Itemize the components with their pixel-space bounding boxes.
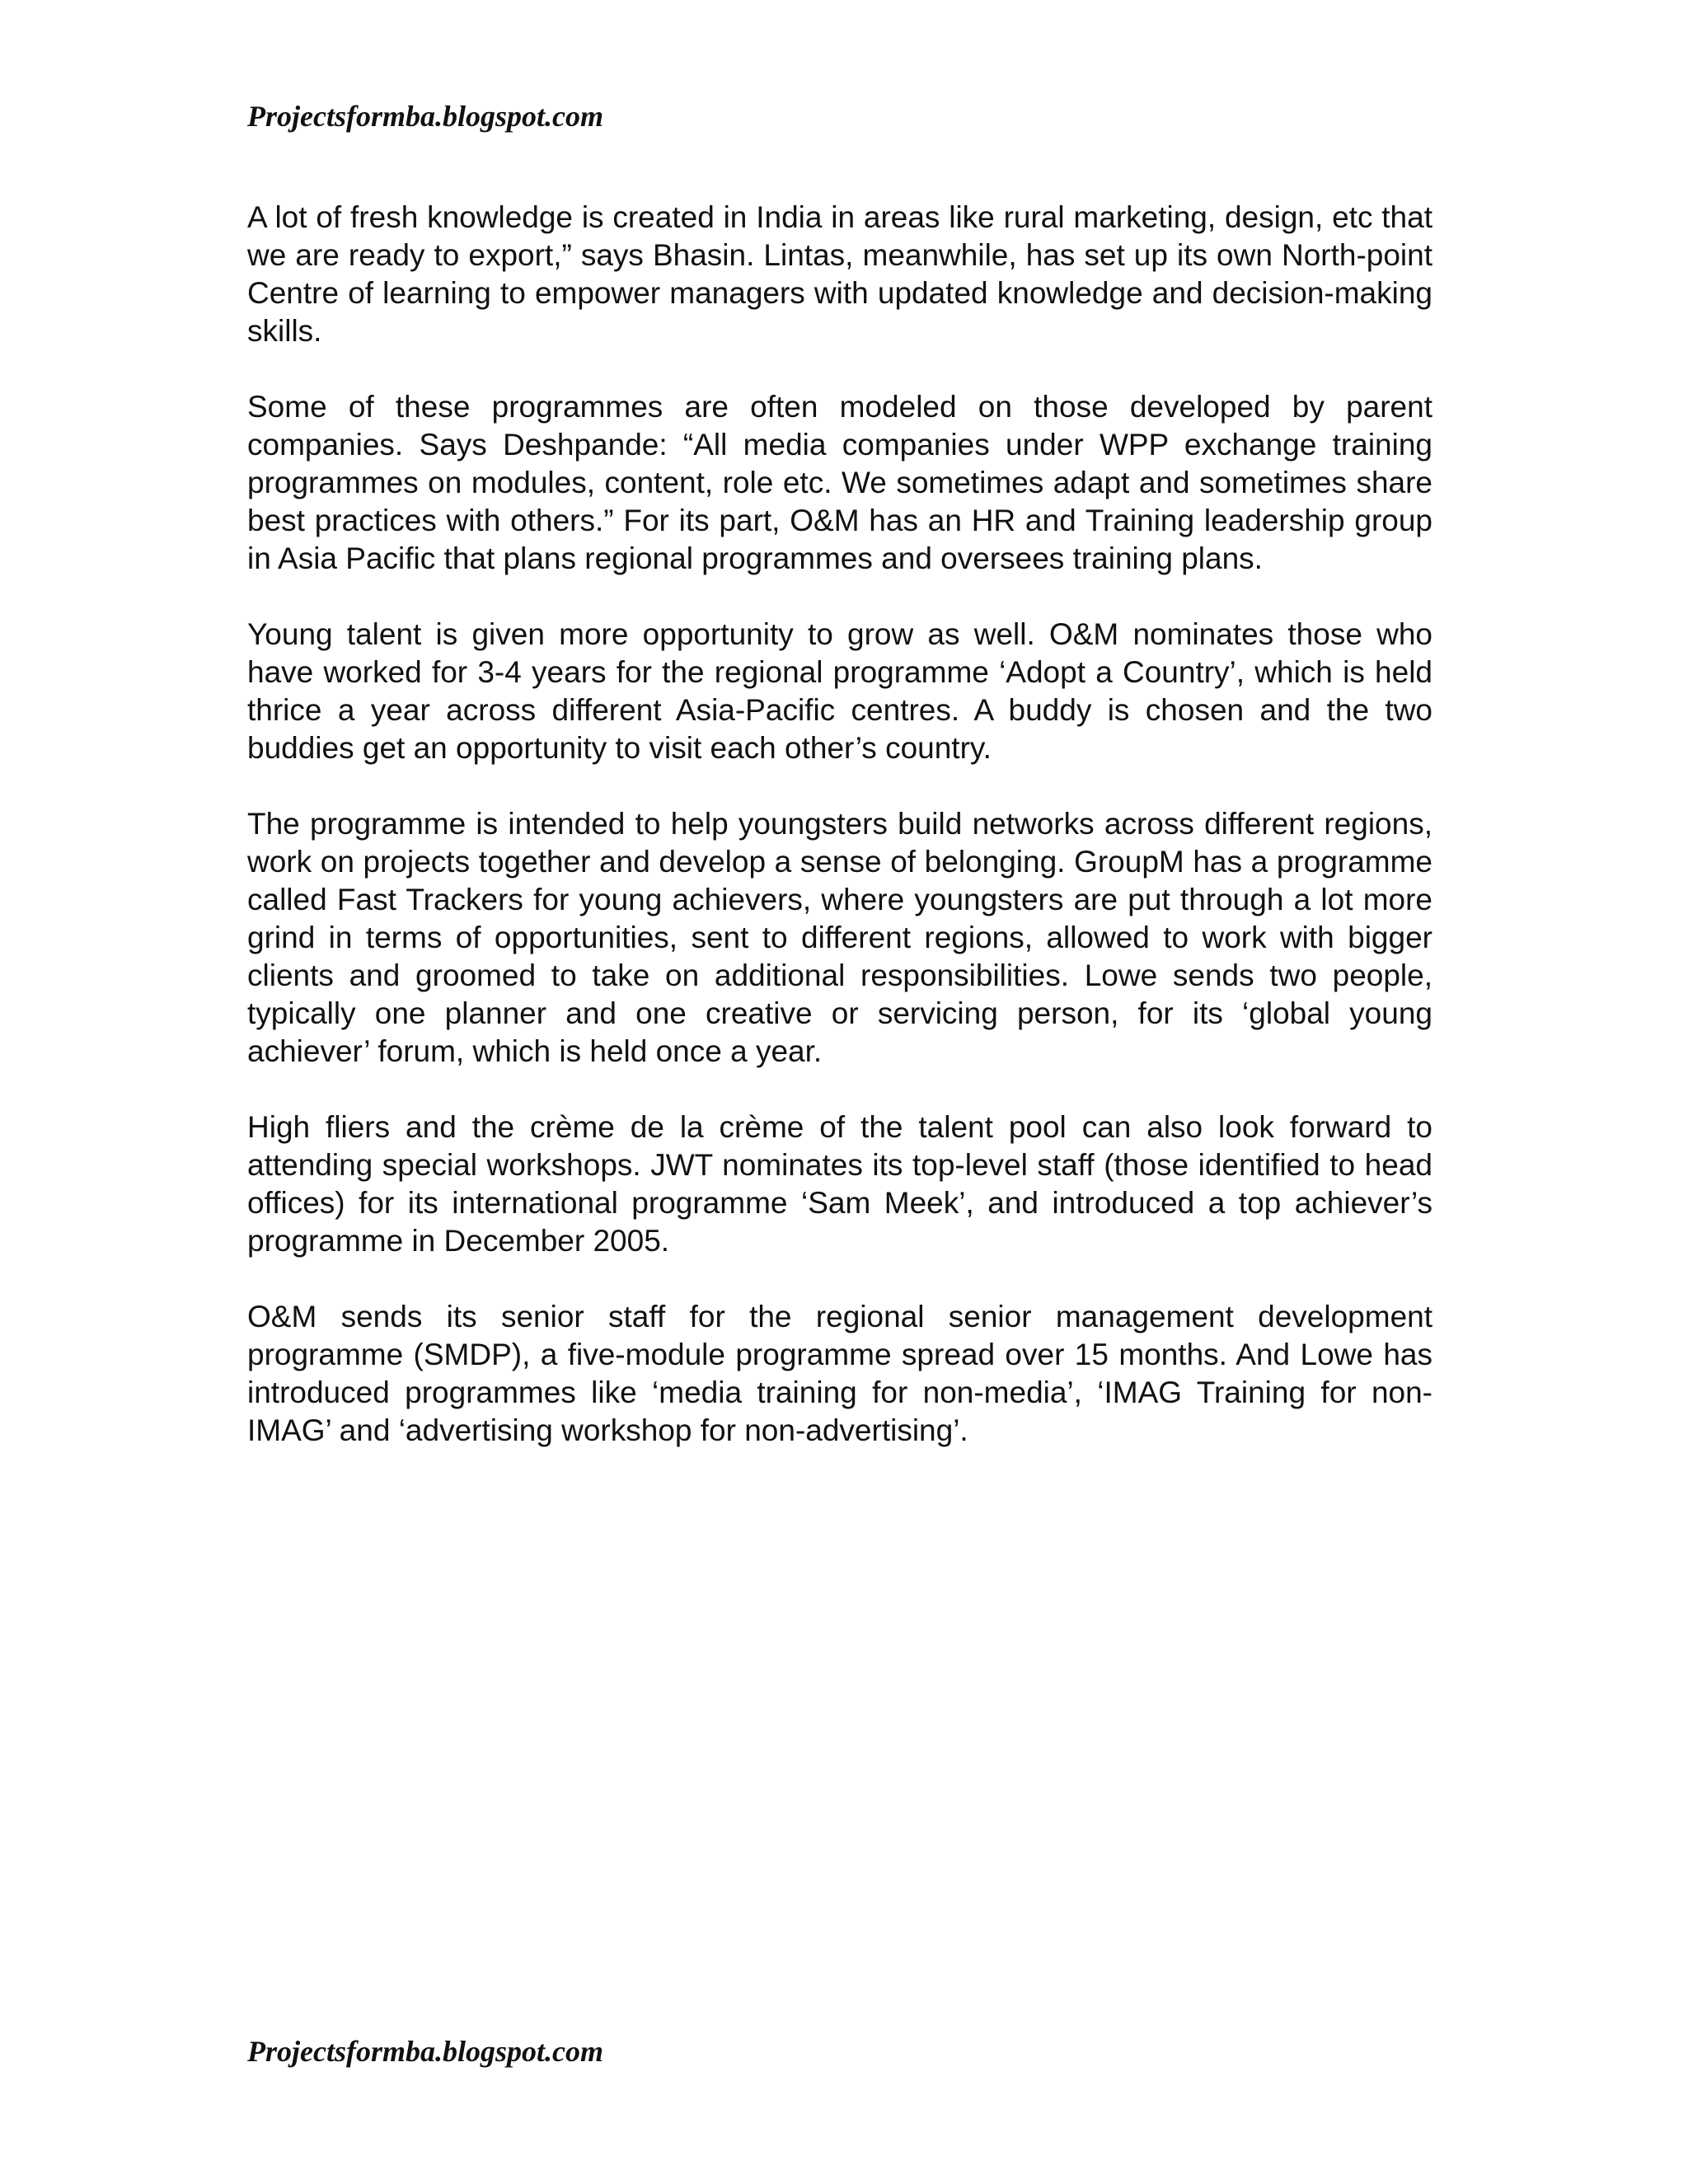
page-footer: Projectsformba.blogspot.com [247, 2035, 603, 2068]
paragraph-3: Young talent is given more opportunity to grow as well. O&M nominates those who have worked for 3-4 years for the regional programme ‘Adopt a Country’, which is held thrice a year across different Asia-Pacific centres. A buddy is chosen and the two buddies get an opportunity to visit each other’s country. [247, 617, 1432, 765]
paragraph-1: A lot of fresh knowledge is created in India in areas like rural marketing, design, etc that we are ready to export,” says Bhasin. Lintas, meanwhile, has set up its own North-point Centre of learning to empower managers with updated knowledge and decision-making skills. [247, 200, 1432, 348]
page-header: Projectsformba.blogspot.com [247, 100, 603, 133]
paragraph-2: Some of these programmes are often modeled on those developed by parent companies. Says Deshpande: “All media companies under WPP exchange training programmes on modules, content, role etc. We sometimes adapt and sometimes share best practices with others.” For its part, O&M has an HR and Training leadership group in Asia Pacific that plans regional programmes and oversees training plans. [247, 390, 1432, 575]
paragraph-6: O&M sends its senior staff for the regional senior management development programme (SMDP), a five-module programme spread over 15 months. And Lowe has introduced programmes like ‘media training for non-media’, ‘IMAG Training for non-IMAG’ and ‘advertising workshop for non-advertising’. [247, 1300, 1432, 1447]
document-body [247, 199, 1432, 1488]
paragraph-5: High fliers and the crème de la crème of the talent pool can also look forward to attending special workshops. JWT nominates its top-level staff (those identified to head offices) for its international programme ‘Sam Meek’, and introduced a top achiever’s programme in December 2005. [247, 1110, 1432, 1258]
paragraph-4: The programme is intended to help youngsters build networks across different regions, work on projects together and develop a sense of belonging. GroupM has a programme called Fast Trackers for young achievers, where youngsters are put through a lot more grind in terms of opportunities, sent to different regions, allowed to work with bigger clients and groomed to take on additional responsibilities. Lowe sends two people, typically one planner and one creative or servicing person, for its ‘global young achiever’ forum, which is held once a year. [247, 807, 1432, 1068]
